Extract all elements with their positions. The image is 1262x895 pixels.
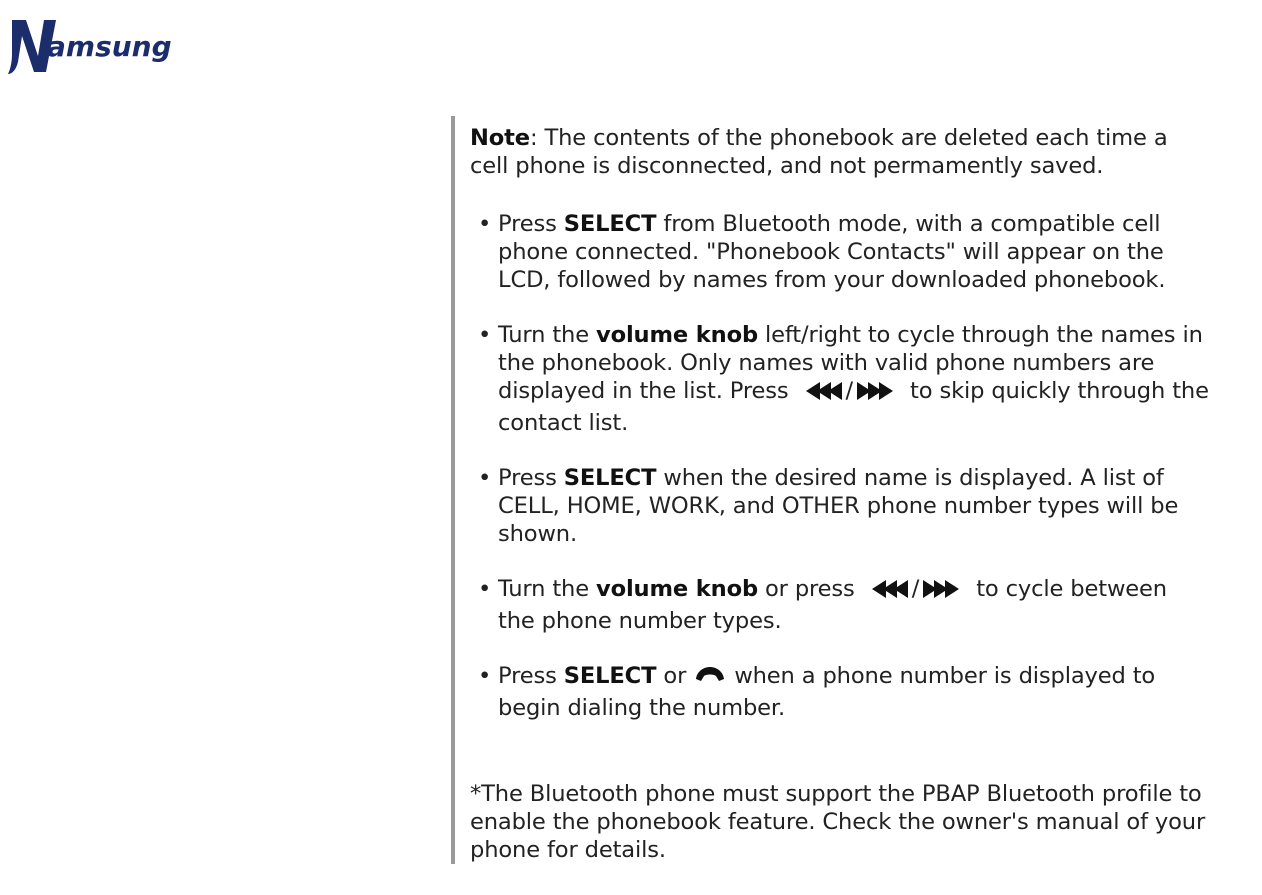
brand-logo-text: amsung (47, 30, 172, 63)
skip-forward-icon (919, 578, 969, 607)
step-text: when the desired name is displayed. A list of CELL, HOME, WORK, and OTHER phone number types will be shown. (498, 465, 1179, 547)
step-text: or press (757, 576, 862, 602)
phone-handset-icon (693, 665, 727, 694)
manual-content (470, 124, 1210, 887)
list-item (470, 321, 1210, 437)
note-text: : The contents of the phonebook are deleted each time a cell phone is disconnected, and not permamently saved. (470, 125, 1168, 179)
instruction-list (470, 210, 1210, 722)
skip-separator: / (845, 378, 854, 404)
skip-forward-icon (853, 380, 903, 409)
bullet: • (478, 465, 492, 491)
bullet: • (478, 322, 492, 348)
list-item (470, 464, 1210, 548)
step-text: Press (498, 211, 564, 237)
bullet: • (478, 576, 492, 602)
list-item (470, 575, 1210, 635)
step-text: from Bluetooth mode, with a compatible cell phone connected. "Phonebook Contacts" will appear on the LCD, followed by names from your downloaded phonebook. (498, 211, 1166, 293)
step-text: or (656, 663, 694, 689)
step-text: to cycle between the phone number types. (498, 576, 1167, 634)
list-item (470, 662, 1210, 722)
select-keyword: SELECT (563, 211, 657, 237)
brand-logo (6, 14, 206, 78)
step-text: Press (498, 465, 564, 491)
step-text: Press (498, 663, 564, 689)
note-paragraph (470, 124, 1210, 180)
step-text: when a phone number is displayed to begin dialing the number. (498, 663, 1156, 721)
select-keyword: SELECT (563, 663, 657, 689)
skip-back-icon (862, 578, 912, 607)
skip-back-icon (796, 380, 846, 409)
footnote: *The Bluetooth phone must support the PBAP Bluetooth profile to enable the phonebook feature. Check the owner's manual of your phone for details. (470, 781, 1206, 863)
note-label: Note (470, 125, 530, 151)
step-text: left/right to cycle through the names in the phonebook. Only names with valid phone numbers are displayed in the list. Press (498, 322, 1203, 404)
section-divider (451, 116, 455, 864)
step-text: to skip quickly through the contact list. (498, 378, 1209, 436)
step-text: Turn the (498, 576, 596, 602)
step-text: Turn the (498, 322, 596, 348)
bullet: • (478, 211, 492, 237)
volume-knob-keyword: volume knob (596, 576, 758, 602)
list-item (470, 210, 1210, 294)
bullet: • (478, 663, 492, 689)
select-keyword: SELECT (563, 465, 657, 491)
volume-knob-keyword: volume knob (596, 322, 758, 348)
skip-separator: / (911, 576, 920, 602)
